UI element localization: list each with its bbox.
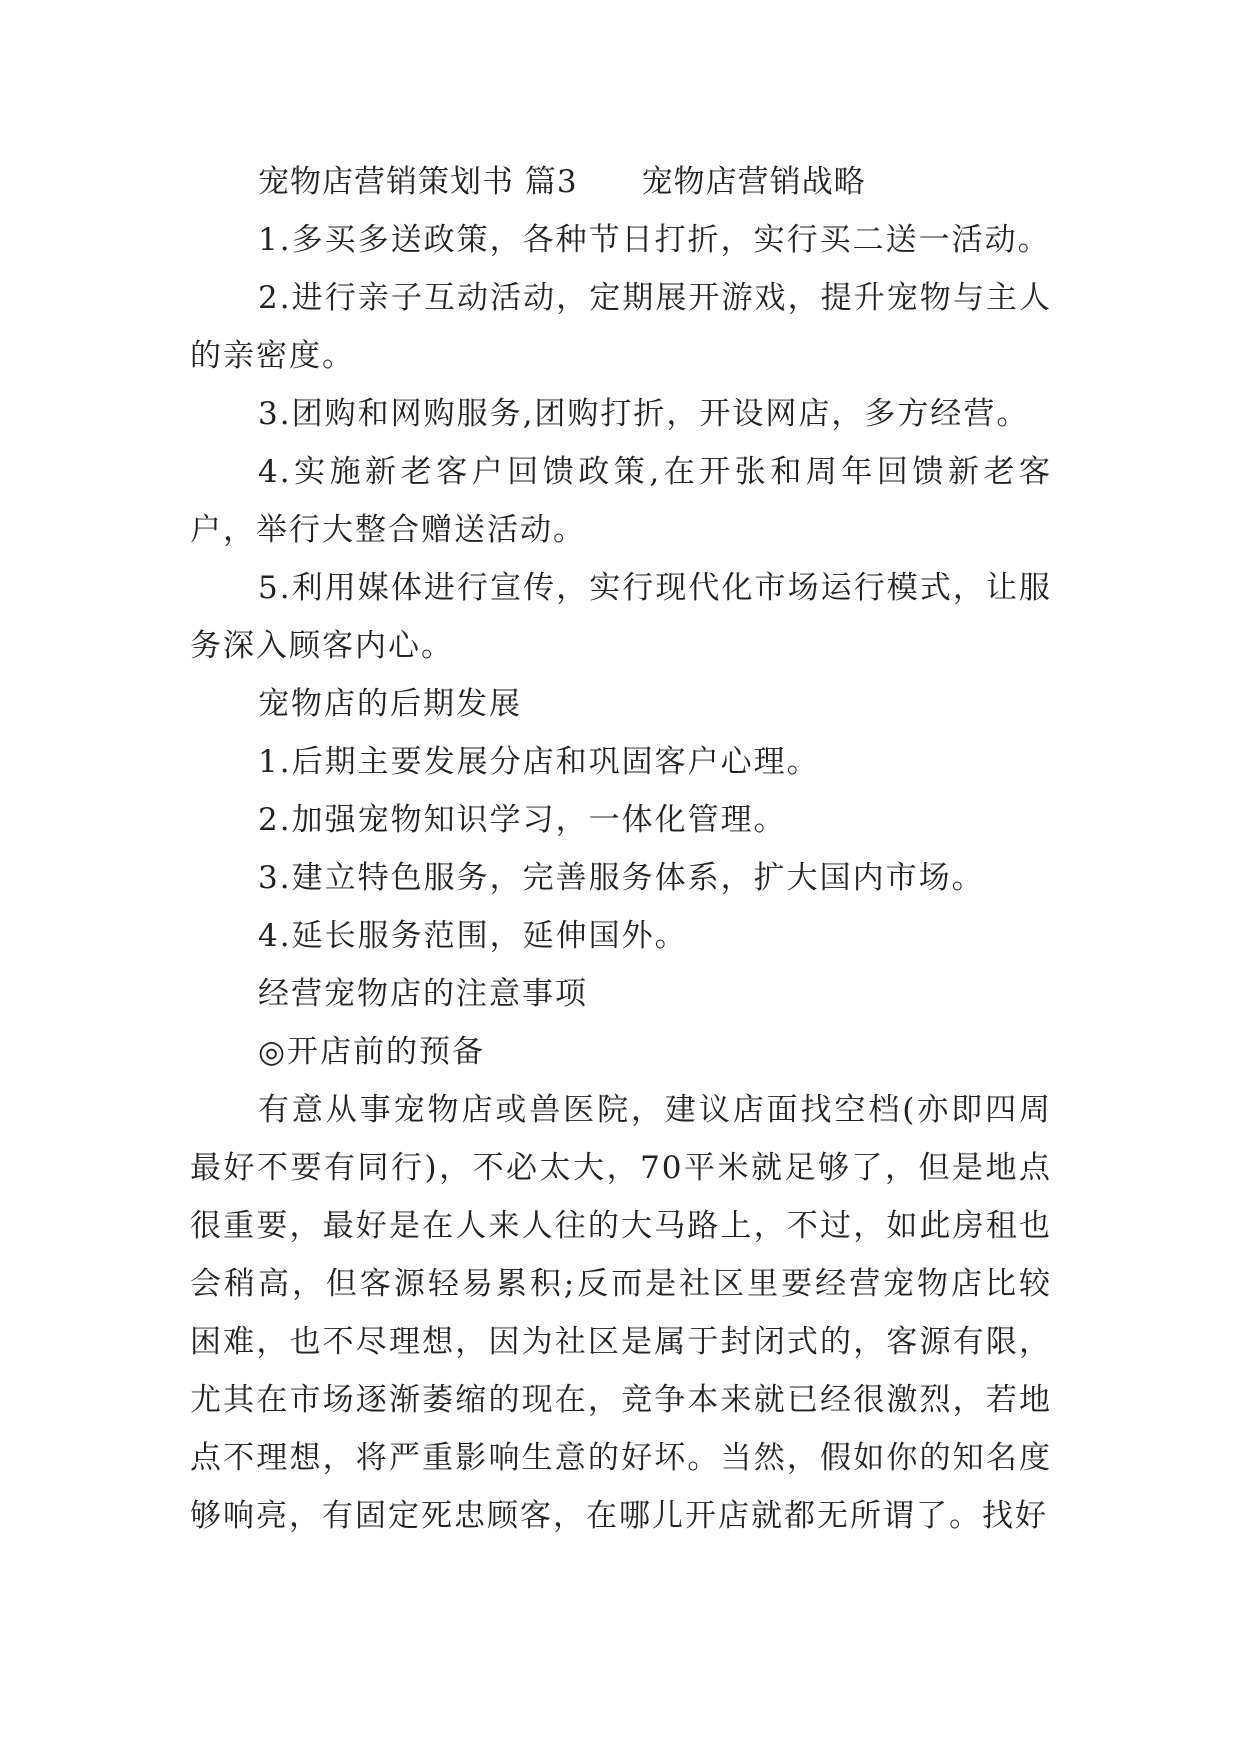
paragraph-group-online-buying: 3.团购和网购服务,团购打折，开设网店，多方经营。 [258, 396, 1030, 432]
paragraph-policy-buy-more: 1.多买多送政策，各种节日打折，实行买二送一活动。 [258, 222, 1051, 258]
section-heading-precautions: 经营宠物店的注意事项 [258, 976, 588, 1012]
paragraph-branch-stores: 1.后期主要发展分店和巩固客户心理。 [258, 744, 820, 780]
document-body [190, 153, 1052, 1545]
paragraph-store-location: 有意从事宠物店或兽医院，建议店面找空档(亦即四周最好不要有同行)，不必太大，70平米就足够了，但是地点很重要，最好是在人来人往的大马路上，不过，如此房租也会稍高，但客源轻易累积;反而是社区里要经营宠物店比较困难，也不尽理想，因为社区是属于封闭式的，客源有限，尤其在市场逐渐萎缩的现在，竞争本来就已经很激烈，若地点不理想，将严重影响生意的好坏。当然，假如你的知名度够响亮，有固定死忠顾客，在哪儿开店就都无所谓了。找好 [190, 1092, 1052, 1534]
paragraph-knowledge-learning: 2.加强宠物知识学习，一体化管理。 [258, 802, 787, 838]
section-heading-later-development: 宠物店的后期发展 [258, 686, 522, 722]
paragraph-extend-services: 4.延长服务范围，延伸国外。 [258, 918, 688, 954]
paragraph-media-promotion: 5.利用媒体进行宣传，实行现代化市场运行模式，让服务深入顾客内心。 [190, 570, 1052, 664]
paragraph-parent-child-activity: 2.进行亲子互动活动，定期展开游戏，提升宠物与主人的亲密度。 [190, 280, 1052, 374]
paragraph-special-services: 3.建立特色服务，完善服务体系，扩大国内市场。 [258, 860, 985, 896]
subheading-before-opening: ◎开店前的预备 [258, 1034, 486, 1070]
paragraph-customer-feedback: 4.实施新老客户回馈政策,在开张和周年回馈新老客户，举行大整合赠送活动。 [190, 454, 1052, 548]
document-title-line: 宠物店营销策划书 篇3 宠物店营销战略 [258, 164, 866, 200]
